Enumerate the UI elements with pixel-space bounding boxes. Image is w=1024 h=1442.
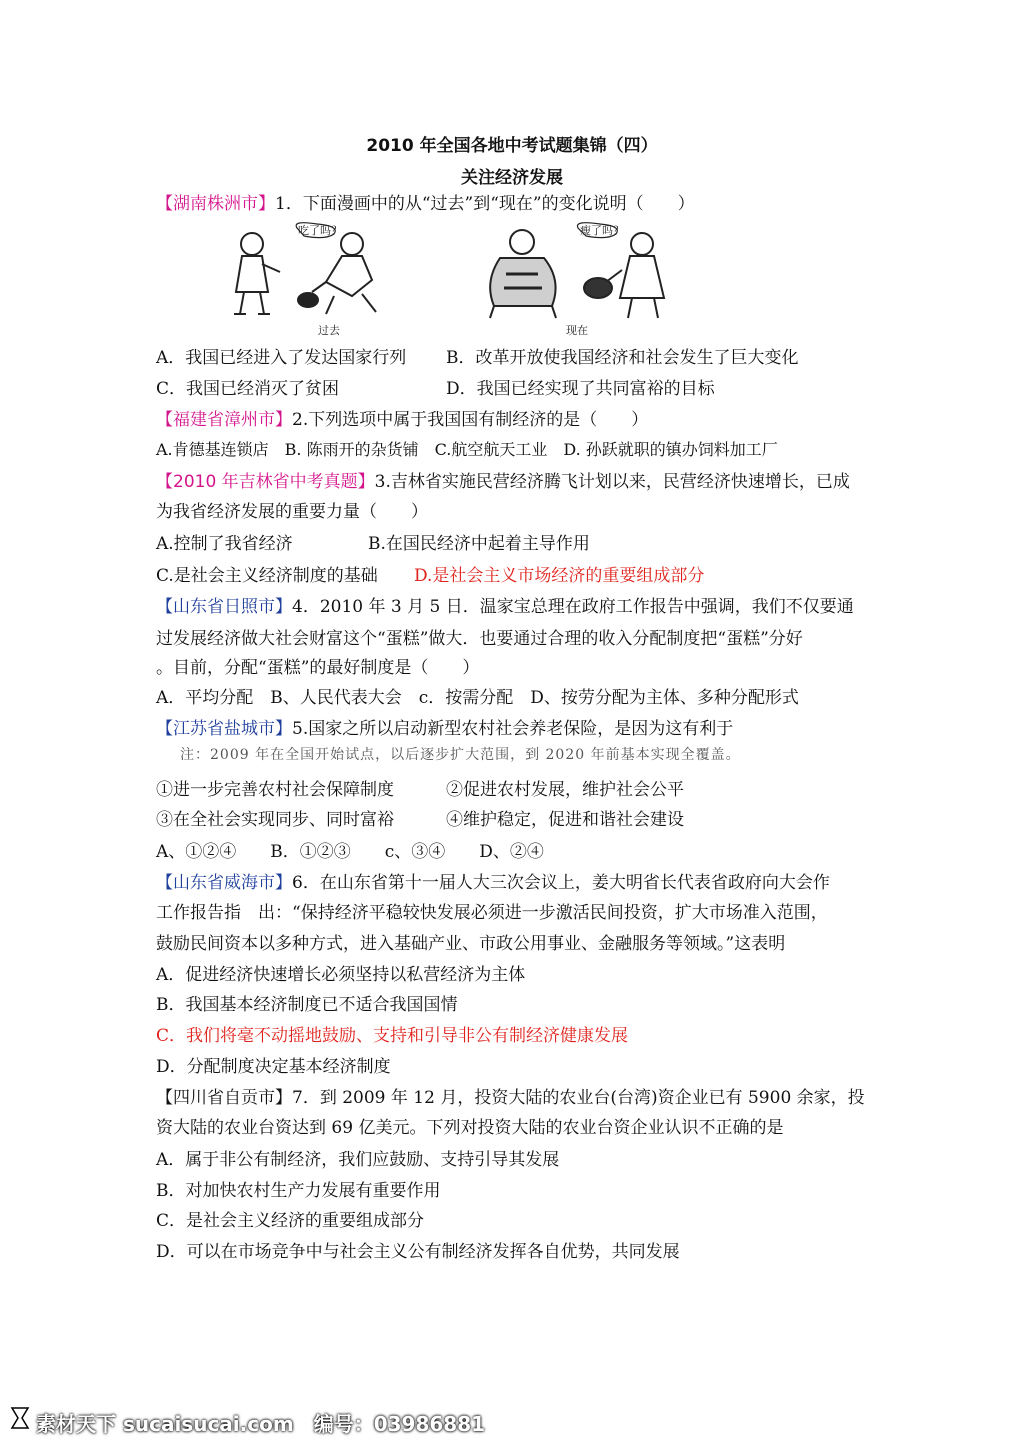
document-subtitle: 关注经济发展 — [461, 168, 563, 188]
bubble-left-text: 吃了吗？ — [298, 224, 342, 237]
question-source: 【2010 年吉林省中考真题】 — [156, 472, 375, 492]
bubble-right-text: 瘦了吗？ — [580, 224, 624, 237]
question-5-note: 注：2009 年在全国开始试点，以后逐步扩大范围，到 2020 年前基本实现全覆盖。 — [180, 747, 741, 763]
option-b: B．对加快农村生产力发展有重要作用 — [156, 1181, 441, 1201]
question-5-stem: 【江苏省盐城市】5.国家之所以启动新型农村社会养老保险，是因为这有利于 — [156, 719, 734, 739]
question-3-options-row-2 — [156, 564, 876, 588]
question-2-stem: 【福建省漳州市】2.下列选项中属于我国国有制经济的是（ ） — [156, 410, 649, 430]
question-1-options-row-2 — [156, 377, 876, 401]
question-6-stem-line-3: 鼓励民间资本以多种方式，进入基础产业、市政公用事业、金融服务等领域。”这表明 — [156, 934, 786, 954]
option-d-answer: D.是社会主义市场经济的重要组成部分 — [414, 566, 705, 586]
question-5-items-row-1 — [156, 778, 876, 802]
document-title: 2010 年全国各地中考试题集锦（四） — [366, 136, 658, 156]
option-a: A.控制了我省经济 — [156, 534, 293, 554]
question-4-options: A．平均分配 B、人民代表大会 c．按需分配 D、按劳分配为主体、多种分配形式 — [156, 688, 799, 708]
option-d: D．分配制度决定基本经济制度 — [156, 1057, 391, 1077]
question-6-stem-line-1: 【山东省威海市】6．在山东省第十一届人大三次会议上，姜大明省长代表省政府向大会作 — [156, 873, 830, 893]
question-5-items-row-2 — [156, 808, 876, 832]
question-4-stem-line-1: 【山东省日照市】4．2010 年 3 月 5 日．温家宝总理在政府工作报告中强调，我们不仅要通 — [156, 597, 854, 617]
question-6-stem-line-2: 工作报告指 出：“保持经济平稳较快发展必须进一步激活民间投资，扩大市场准入范围， — [156, 903, 828, 923]
option-a: A．属于非公有制经济，我们应鼓励、支持引导其发展 — [156, 1150, 560, 1170]
caption-past: 过去 — [318, 324, 340, 337]
watermark-text: 素材天下 sucaisucai.com 编号：03986881 — [36, 1412, 486, 1436]
question-3-stem-line-2: 为我省经济发展的重要力量（ ） — [156, 502, 428, 522]
question-source: 【江苏省盐城市】 — [156, 719, 292, 739]
question-1-stem: 【湖南株洲市】1．下面漫画中的从“过去”到“现在”的变化说明（ ） — [156, 194, 695, 214]
question-7-stem-line-1: 【四川省自贡市】7．到 2009 年 12 月，投资大陆的农业台(台湾)资企业已有 5900 余家，投 — [156, 1088, 865, 1108]
question-7-stem-line-2: 资大陆的农业台资达到 69 亿美元。下列对投资大陆的农业台资企业认识不正确的是 — [156, 1118, 784, 1138]
option-c: C．是社会主义经济的重要组成部分 — [156, 1211, 425, 1231]
question-source: 【山东省日照市】 — [156, 597, 292, 617]
cartoon-illustration — [222, 222, 702, 342]
question-5-options: A、①②④ B．①②③ c、③④ D、②④ — [156, 842, 544, 862]
option-c: C.是社会主义经济制度的基础 — [156, 566, 378, 586]
option-b: B.在国民经济中起着主导作用 — [368, 534, 590, 554]
watermark-logo-icon — [8, 1404, 32, 1432]
question-3-stem-line-1: 【2010 年吉林省中考真题】3.吉林省实施民营经济腾飞计划以来，民营经济快速增长，已成 — [156, 472, 850, 492]
statement-4: ④维护稳定，促进和谐社会建设 — [446, 810, 684, 830]
option-b: B．改革开放使我国经济和社会发生了巨大变化 — [446, 348, 799, 368]
question-source: 【湖南株洲市】 — [156, 194, 275, 214]
watermark-bar — [0, 1398, 1024, 1442]
cartoon-present-scene — [490, 223, 664, 318]
option-c: C．我国已经消灭了贫困 — [156, 379, 340, 399]
option-c-answer: C．我们将毫不动摇地鼓励、支持和引导非公有制经济健康发展 — [156, 1026, 629, 1046]
question-source: 【四川省自贡市】 — [156, 1088, 292, 1108]
question-4-stem-line-3: 。目前，分配“蛋糕”的最好制度是（ ） — [156, 658, 480, 678]
question-source: 【山东省威海市】 — [156, 873, 292, 893]
option-d: D．可以在市场竞争中与社会主义公有制经济发挥各自优势，共同发展 — [156, 1242, 680, 1262]
question-3-options-row-1 — [156, 532, 876, 556]
option-a: A．促进经济快速增长必须坚持以私营经济为主体 — [156, 965, 526, 985]
option-b: B．我国基本经济制度已不适合我国国情 — [156, 995, 458, 1015]
question-source: 【福建省漳州市】 — [156, 410, 292, 430]
option-d: D．我国已经实现了共同富裕的目标 — [446, 379, 715, 399]
caption-present: 现在 — [566, 324, 588, 337]
question-1-options-row-1 — [156, 346, 876, 370]
question-4-stem-line-2: 过发展经济做大社会财富这个“蛋糕”做大．也要通过合理的收入分配制度把“蛋糕”分好 — [156, 629, 803, 649]
statement-3: ③在全社会实现同步、同时富裕 — [156, 810, 394, 830]
question-2-options: A.肯德基连锁店 B. 陈雨开的杂货铺 C.航空航天工业 D. 孙跃就职的镇办饲料加工厂 — [156, 440, 778, 459]
statement-2: ②促进农村发展，维护社会公平 — [446, 780, 684, 800]
statement-1: ①进一步完善农村社会保障制度 — [156, 780, 394, 800]
option-a: A．我国已经进入了发达国家行列 — [156, 348, 407, 368]
